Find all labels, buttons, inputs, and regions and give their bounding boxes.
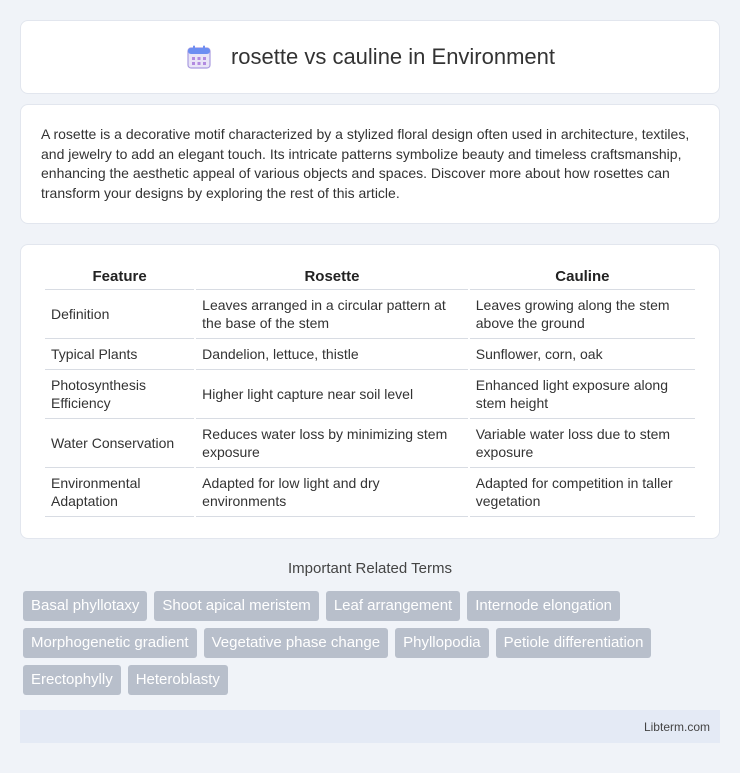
rosette-cell: Reduces water loss by minimizing stem exposure: [196, 419, 468, 468]
related-terms-list: [23, 591, 723, 702]
header-rosette: Rosette: [196, 265, 468, 290]
related-term-tag[interactable]: Heteroblasty: [128, 665, 228, 695]
feature-cell: Typical Plants: [45, 339, 194, 370]
related-term-tag[interactable]: Vegetative phase change: [204, 628, 388, 658]
related-term-tag[interactable]: Erectophylly: [23, 665, 121, 695]
table-row: [45, 339, 695, 370]
comparison-card: [20, 244, 720, 539]
header-feature: Feature: [45, 265, 194, 290]
table-row: [45, 290, 695, 339]
cauline-cell: Leaves growing along the stem above the ground: [470, 290, 695, 339]
related-term-tag[interactable]: Basal phyllotaxy: [23, 591, 147, 621]
footer: [20, 710, 720, 743]
cauline-cell: Sunflower, corn, oak: [470, 339, 695, 370]
comparison-table: [43, 265, 697, 517]
tag-row: [23, 591, 723, 621]
related-term-tag[interactable]: Phyllopodia: [395, 628, 489, 658]
tag-row: [23, 665, 723, 695]
feature-cell: Environmental Adaptation: [45, 468, 194, 517]
calendar-icon: [185, 43, 213, 71]
cauline-cell: Enhanced light exposure along stem height: [470, 370, 695, 419]
feature-cell: Water Conservation: [45, 419, 194, 468]
cauline-cell: Adapted for competition in taller vegetation: [470, 468, 695, 517]
rosette-cell: Higher light capture near soil level: [196, 370, 468, 419]
related-term-tag[interactable]: Petiole differentiation: [496, 628, 652, 658]
rosette-cell: Leaves arranged in a circular pattern at the base of the stem: [196, 290, 468, 339]
feature-cell: Definition: [45, 290, 194, 339]
table-row: [45, 419, 695, 468]
table-row: [45, 468, 695, 517]
related-term-tag[interactable]: Internode elongation: [467, 591, 620, 621]
table-header-row: [45, 265, 695, 290]
table-row: [45, 370, 695, 419]
header-card: [20, 20, 720, 94]
intro-card: [20, 104, 720, 224]
related-term-tag[interactable]: Morphogenetic gradient: [23, 628, 197, 658]
related-term-tag[interactable]: Shoot apical meristem: [154, 591, 318, 621]
intro-text: A rosette is a decorative motif characterized by a stylized floral design often used in architecture, textiles, and jewelry to add an elegant touch. Its intricate patterns symbolize beauty and timeless craftsmanship, enhancing the aesthetic appeal of various objects and spaces. Discover more about how rosettes can transform your designs by exploring the rest of this article.: [41, 126, 690, 201]
page-title: rosette vs cauline in Environment: [230, 44, 556, 69]
rosette-cell: Adapted for low light and dry environments: [196, 468, 468, 517]
header-cauline: Cauline: [470, 265, 695, 290]
related-term-tag[interactable]: Leaf arrangement: [326, 591, 460, 621]
cauline-cell: Variable water loss due to stem exposure: [470, 419, 695, 468]
related-terms-title: Important Related Terms: [288, 560, 452, 577]
footer-site-link[interactable]: Libterm.com: [643, 719, 710, 734]
rosette-cell: Dandelion, lettuce, thistle: [196, 339, 468, 370]
feature-cell: Photosynthesis Efficiency: [45, 370, 194, 419]
tag-row: [23, 628, 723, 658]
